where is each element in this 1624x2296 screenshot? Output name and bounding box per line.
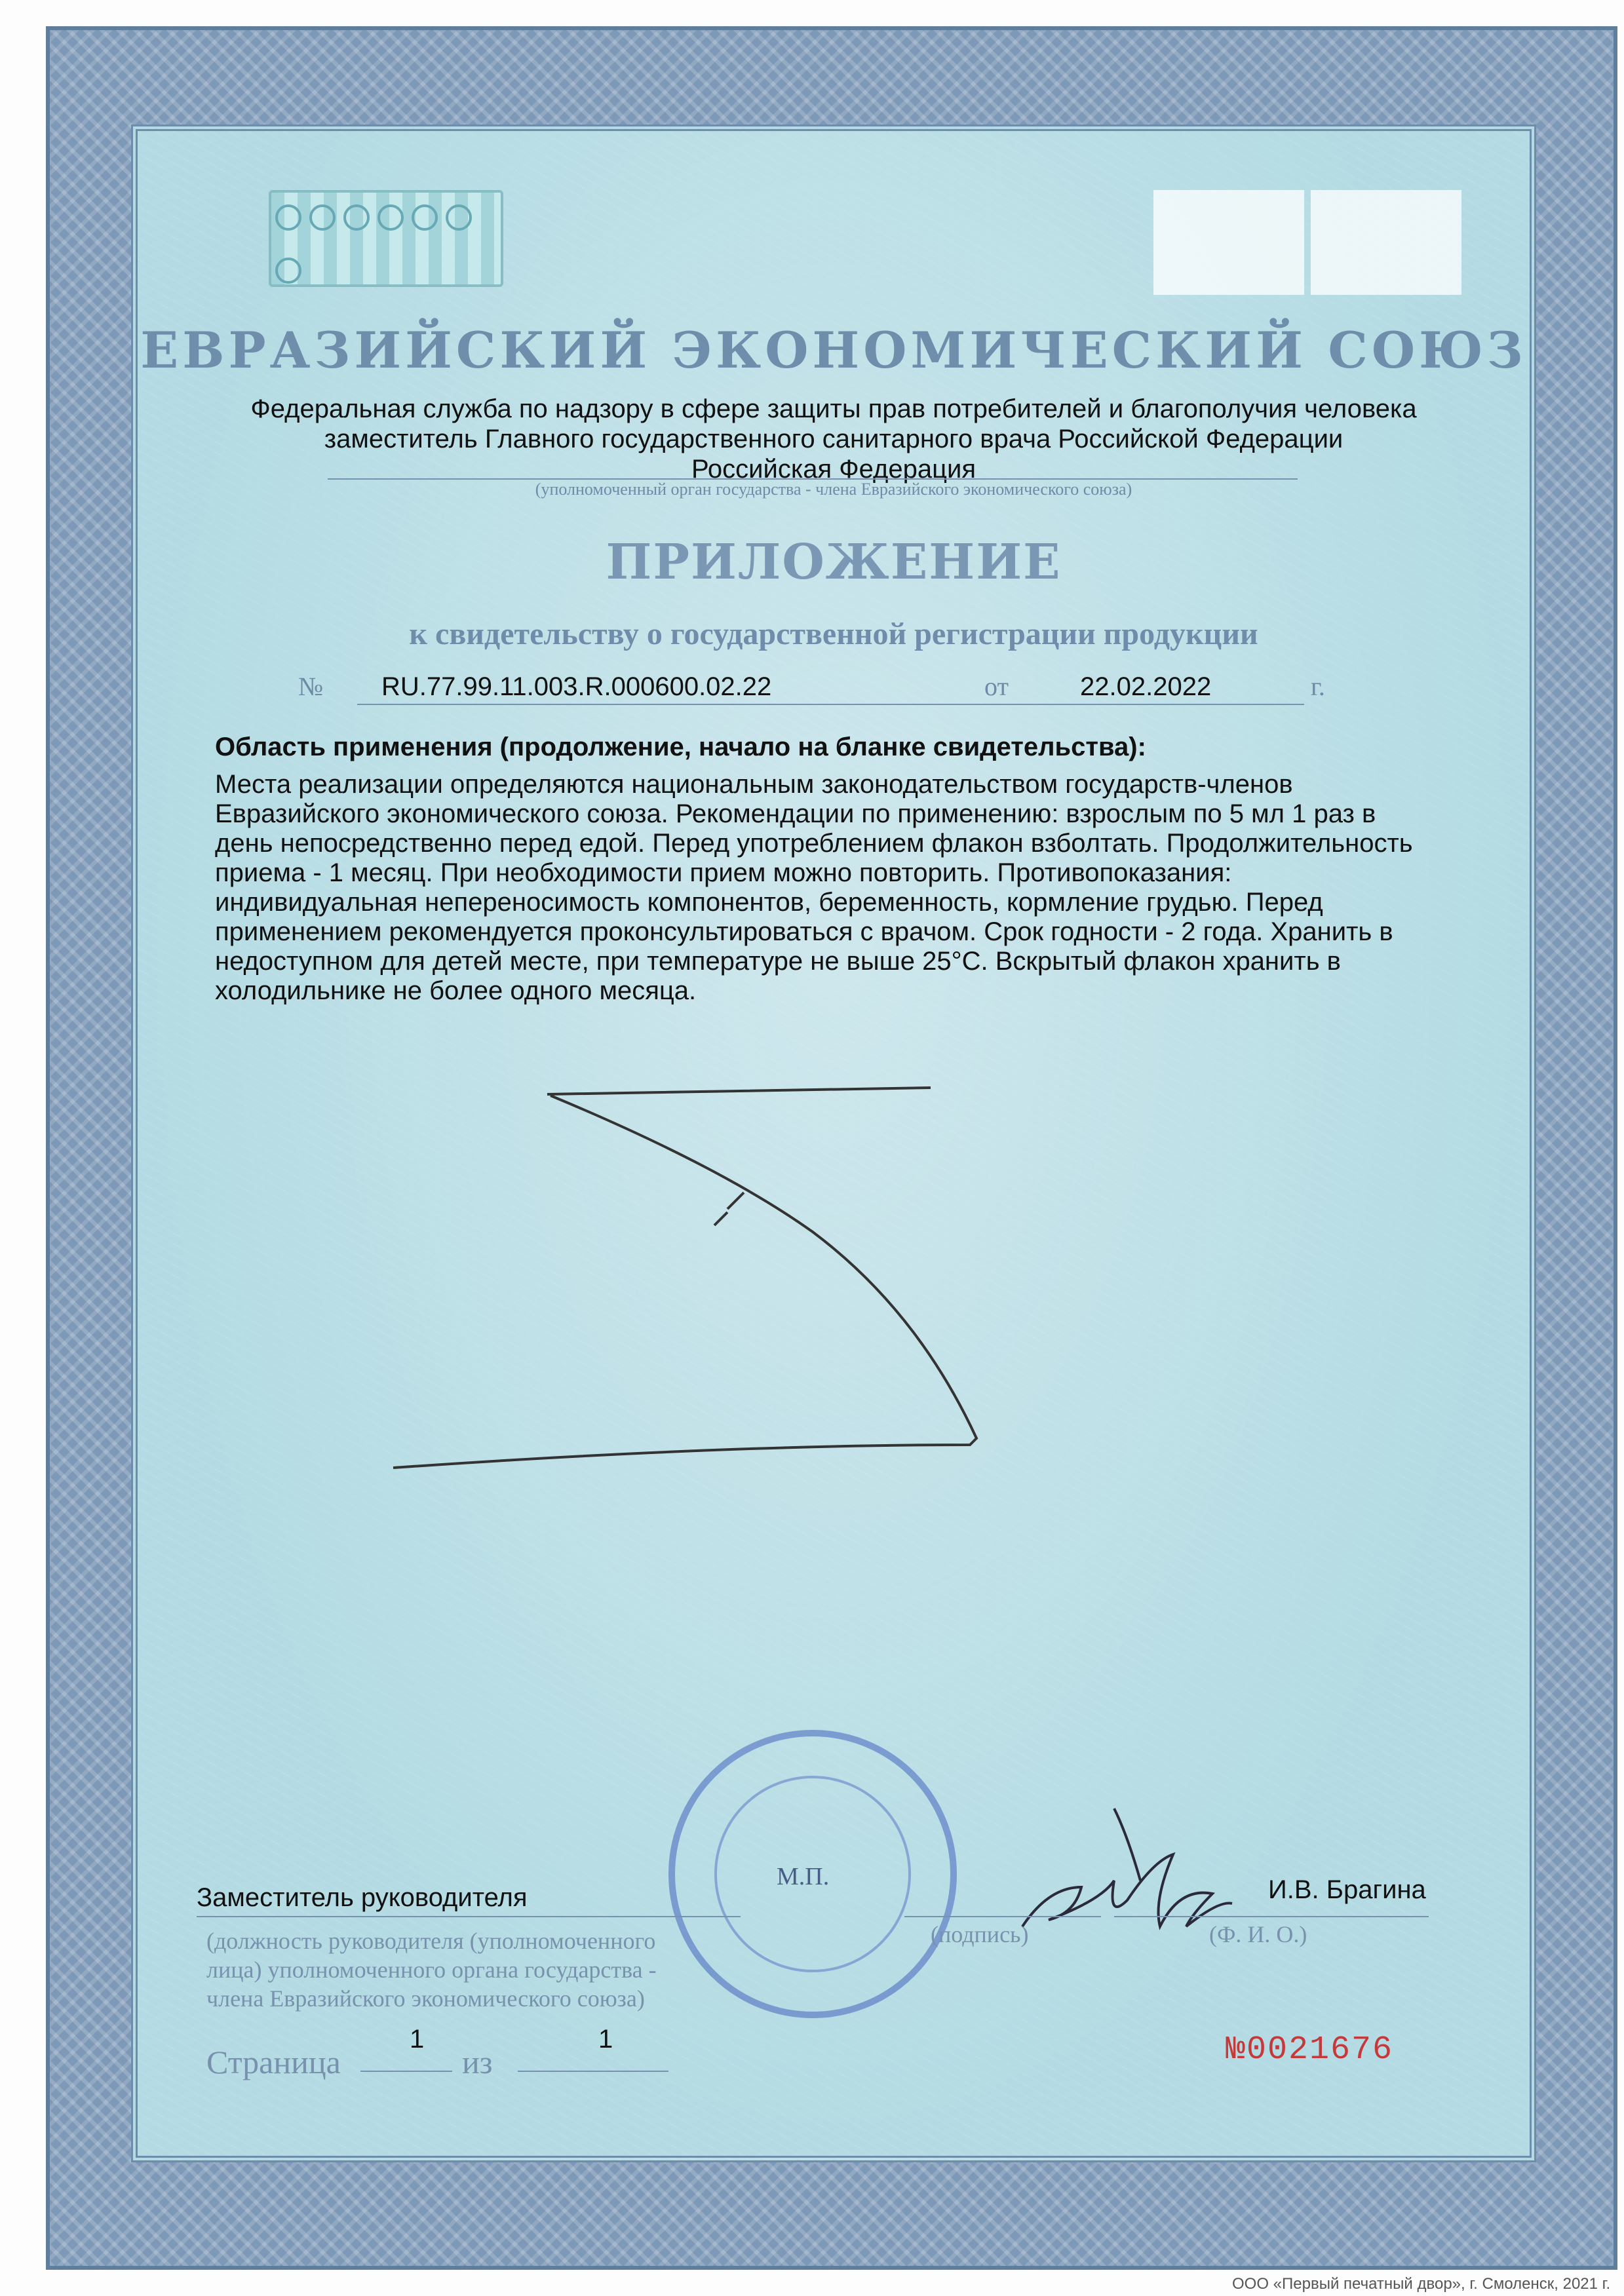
signature-underline (904, 1916, 1101, 1917)
date-suffix: г. (1311, 672, 1325, 701)
union-title: ЕВРАЗИЙСКИЙ ЭКОНОМИЧЕСКИЙ СОЮЗ (140, 321, 1527, 379)
scope-line: индивидуальная непереносимость компонентов, беременность, кормление грудью. Перед (215, 888, 1323, 917)
name-caption: (Ф. И. О.) (1209, 1921, 1307, 1947)
signatory-name: И.В. Брагина (1268, 1875, 1426, 1904)
date-prefix: от (984, 672, 1009, 701)
serial-number: №0021676 (1226, 2031, 1394, 2069)
total-pages-underline (518, 2071, 668, 2072)
position-underline (197, 1916, 741, 1917)
signature-caption: (подпись) (931, 1921, 1029, 1947)
scope-line: Евразийского экономического союза. Рекомендации по применению: взрослым по 5 мл 1 раз в (215, 799, 1376, 828)
position-title: Заместитель руководителя (197, 1883, 528, 1912)
page-number-underline (360, 2071, 452, 2072)
name-underline (1114, 1916, 1429, 1917)
authority-line: Федеральная служба по надзору в сфере защиты прав потребителей и благополучия человека (250, 394, 1417, 423)
scope-line: день непосредственно перед едой. Перед употреблением флакон взболтать. Продолжительность (215, 829, 1413, 858)
scope-line: Места реализации определяются национальным законодательством государств-членов (215, 770, 1293, 799)
annex-subtitle: к свидетельству о государственной регистрации продукции (409, 617, 1258, 651)
printer-note: ООО «Первый печатный двор», г. Смоленск, 2021 г. (1232, 2275, 1611, 2293)
stamp-mark: М.П. (777, 1863, 830, 1890)
handwritten-signature (1022, 1808, 1232, 1926)
caption-line: члена Евразийского экономического союза) (206, 1985, 645, 2012)
of-label: из (462, 2044, 493, 2080)
position-caption (206, 1926, 657, 2013)
scope-heading: Область применения (продолжение, начало на бланке свидетельства): (215, 733, 1146, 761)
scope-line: недоступном для детей месте, при температуре не выше 25°С. Вскрытый флакон хранить в (215, 947, 1341, 976)
scope-line: применением рекомендуется проконсультироваться с врачом. Срок годности - 2 года. Хранить в (215, 917, 1393, 946)
authority-caption: (уполномоченный орган государства - члена Евразийского экономического союза) (535, 480, 1132, 499)
caption-line: лица) уполномоченного органа государства - (206, 1957, 657, 1983)
scope-line: приема - 1 месяц. При необходимости прием можно повторить. Противопоказания: (215, 858, 1232, 887)
registration-number: RU.77.99.11.003.R.000600.02.22 (381, 672, 772, 701)
page-label: Страница (206, 2044, 341, 2080)
page-number: 1 (410, 2025, 425, 2054)
scope-line: холодильнике не более одного месяца. (215, 976, 697, 1005)
z-cancellation-mark (393, 1088, 976, 1468)
number-sign: № (298, 672, 324, 701)
caption-line: (должность руководителя (уполномоченного (206, 1928, 656, 1954)
registration-date: 22.02.2022 (1080, 672, 1212, 701)
annex-title: ПРИЛОЖЕНИЕ (606, 534, 1062, 590)
total-pages: 1 (598, 2025, 613, 2054)
authority-line: заместитель Главного государственного санитарного врача Российской Федерации (324, 425, 1344, 453)
authority-line: Российская Федерация (691, 455, 976, 484)
